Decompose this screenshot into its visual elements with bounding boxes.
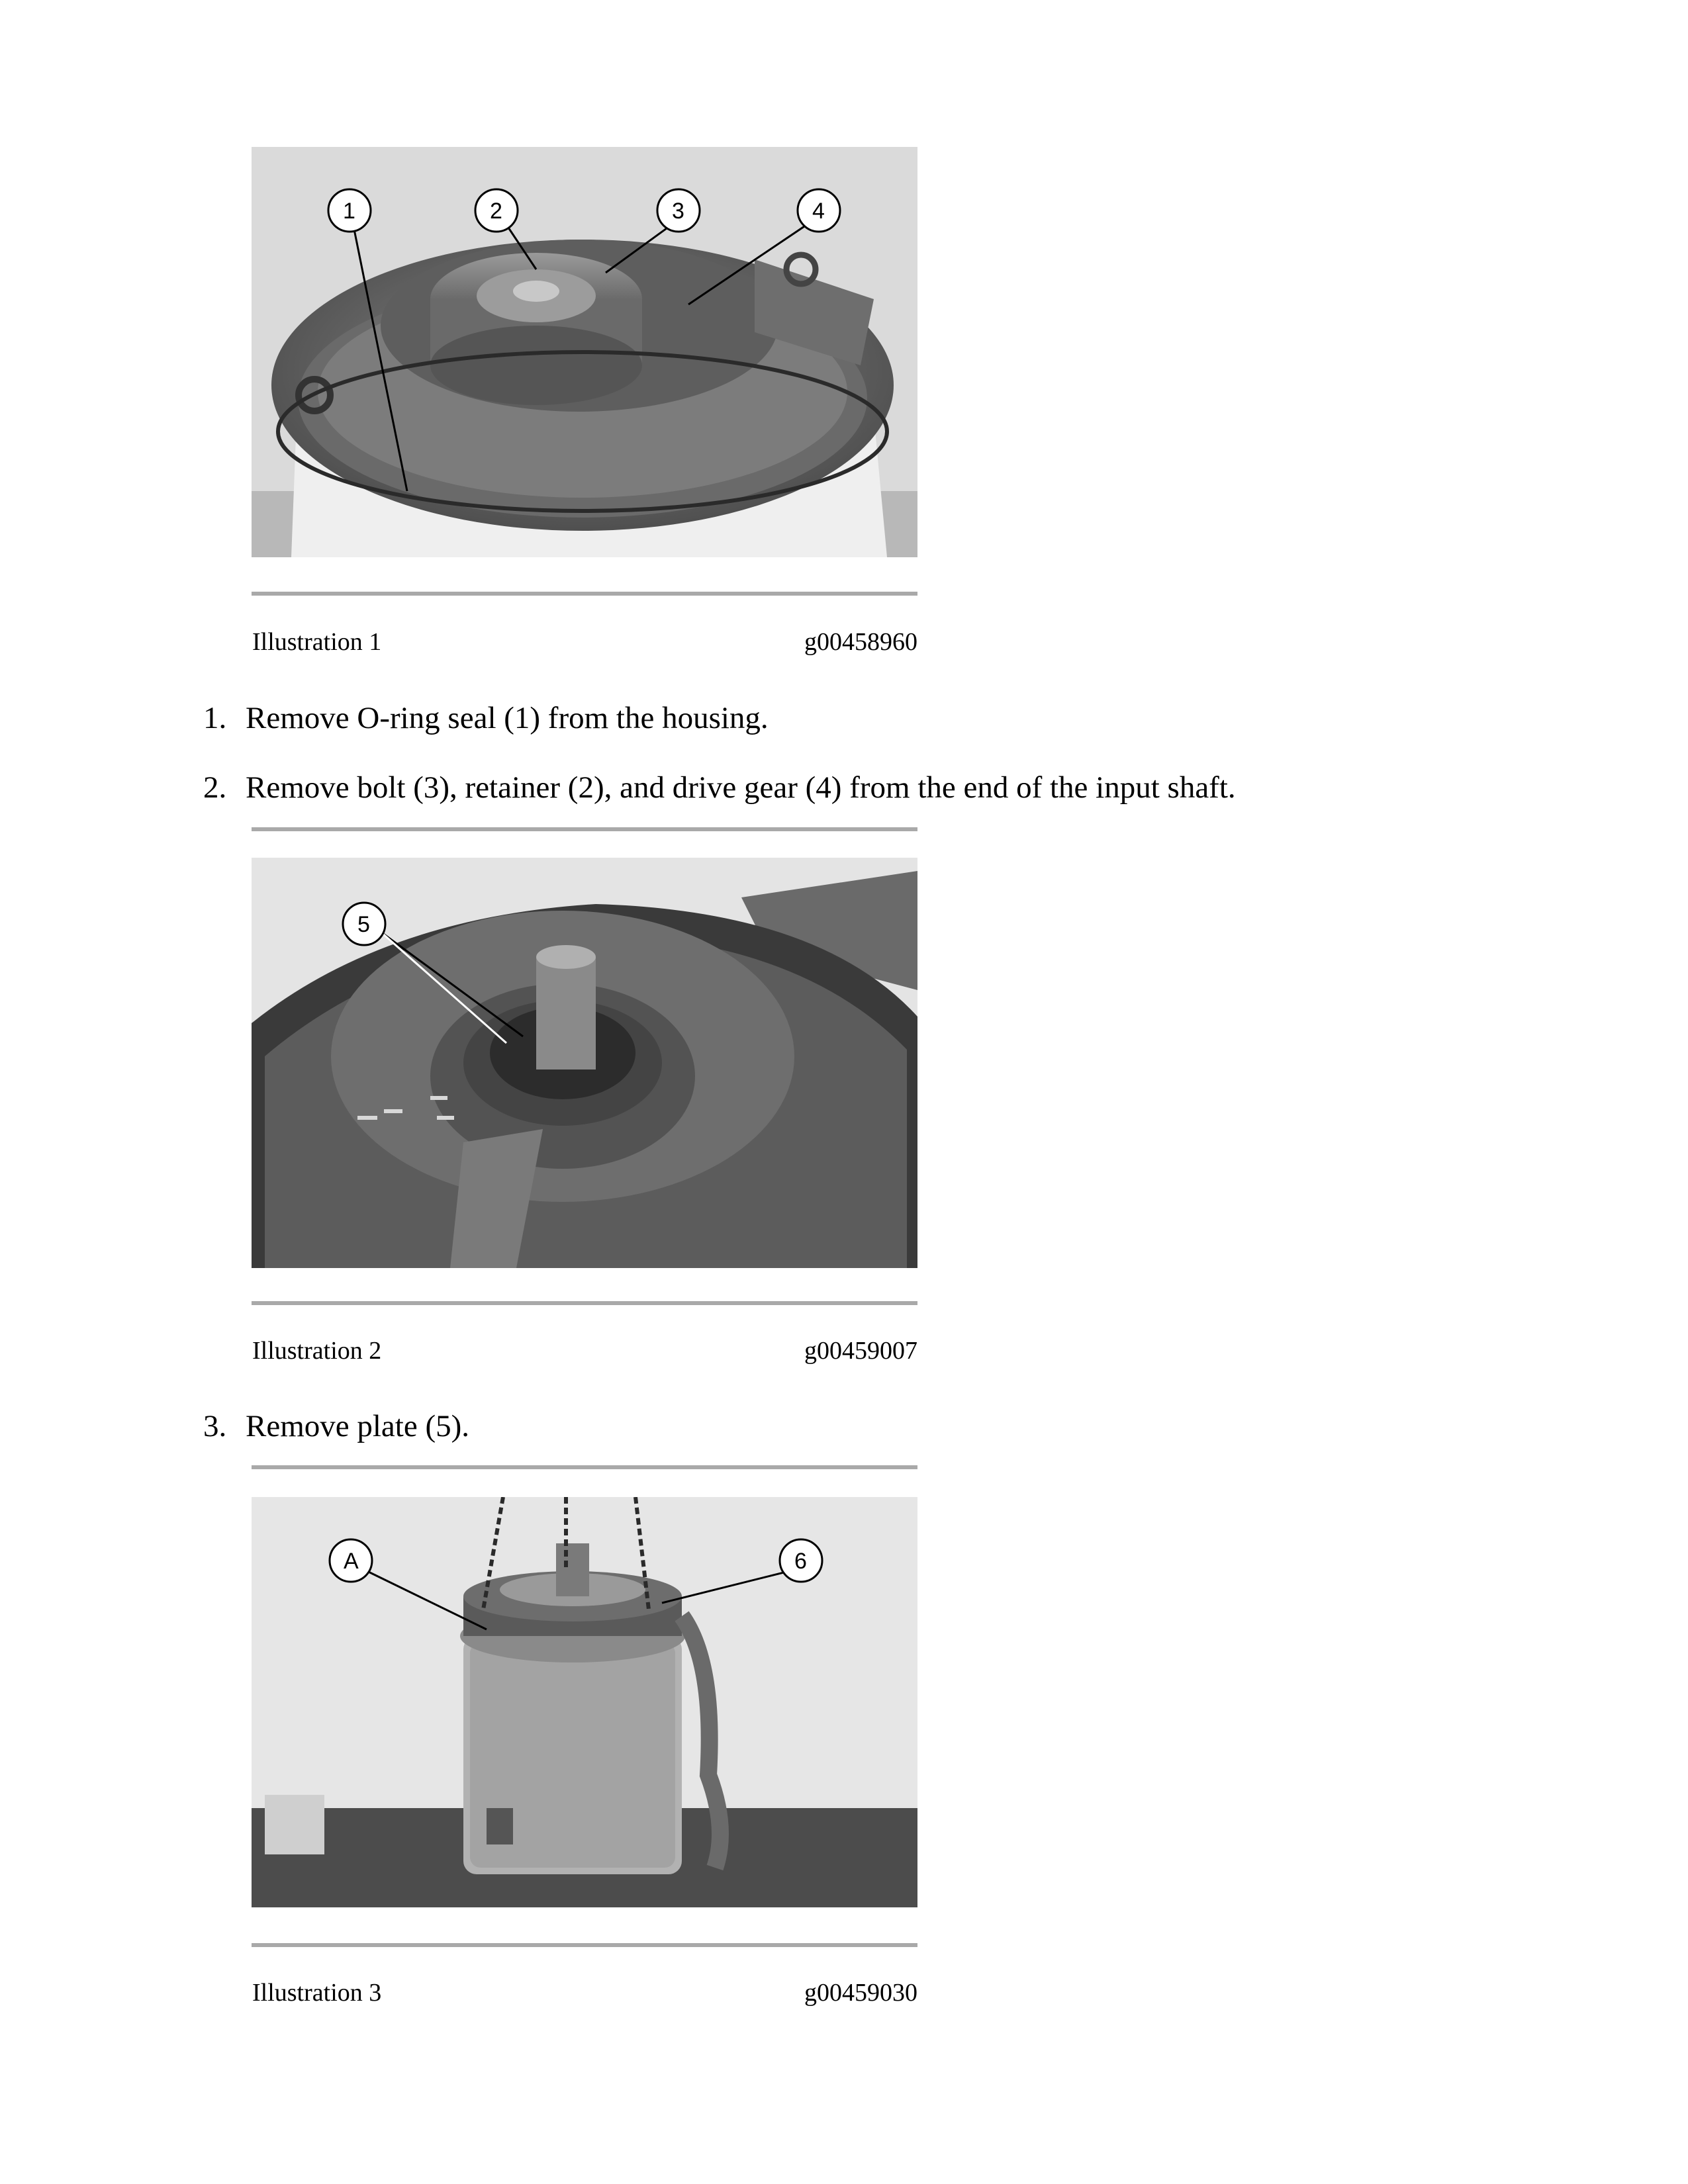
step-1-number: 1.: [203, 701, 227, 735]
step-2-text: Remove bolt (3), retainer (2), and drive gear (4) from the end of the input shaft.: [246, 770, 1236, 805]
callout-4: 4: [812, 199, 825, 224]
illustration-2-photo: [252, 858, 917, 1268]
illustration-2-divider: [252, 1301, 917, 1305]
illustration-3-top-divider: [252, 1465, 917, 1469]
illustration-1-caption: Illustration 1: [252, 628, 382, 656]
step-1: [203, 703, 769, 734]
illustration-3-caption: Illustration 3: [252, 1979, 382, 2007]
step-3-number: 3.: [203, 1409, 227, 1443]
step-1-text: Remove O-ring seal (1) from the housing.: [246, 701, 769, 735]
illustration-1-divider: [252, 592, 917, 596]
step-3-text: Remove plate (5).: [246, 1409, 470, 1443]
callout-6: 6: [794, 1549, 807, 1574]
step-2: [203, 772, 1236, 803]
illustration-3-code: g00459030: [804, 1979, 917, 2007]
illustration-1-code: g00458960: [804, 628, 917, 656]
illustration-2-caption: Illustration 2: [252, 1337, 382, 1365]
illustration-2-top-divider: [252, 827, 917, 831]
illustration-3-photo: [252, 1497, 917, 1907]
illustration-2-code: g00459007: [804, 1337, 917, 1365]
step-3: [203, 1411, 469, 1442]
illustration-3-divider: [252, 1943, 917, 1947]
illustration-1-photo: [252, 147, 917, 557]
callout-2: 2: [490, 199, 502, 224]
step-2-number: 2.: [203, 770, 227, 805]
callout-1: 1: [343, 199, 355, 224]
callout-a: A: [344, 1549, 359, 1574]
callout-5: 5: [357, 912, 370, 937]
callout-3: 3: [672, 199, 684, 224]
